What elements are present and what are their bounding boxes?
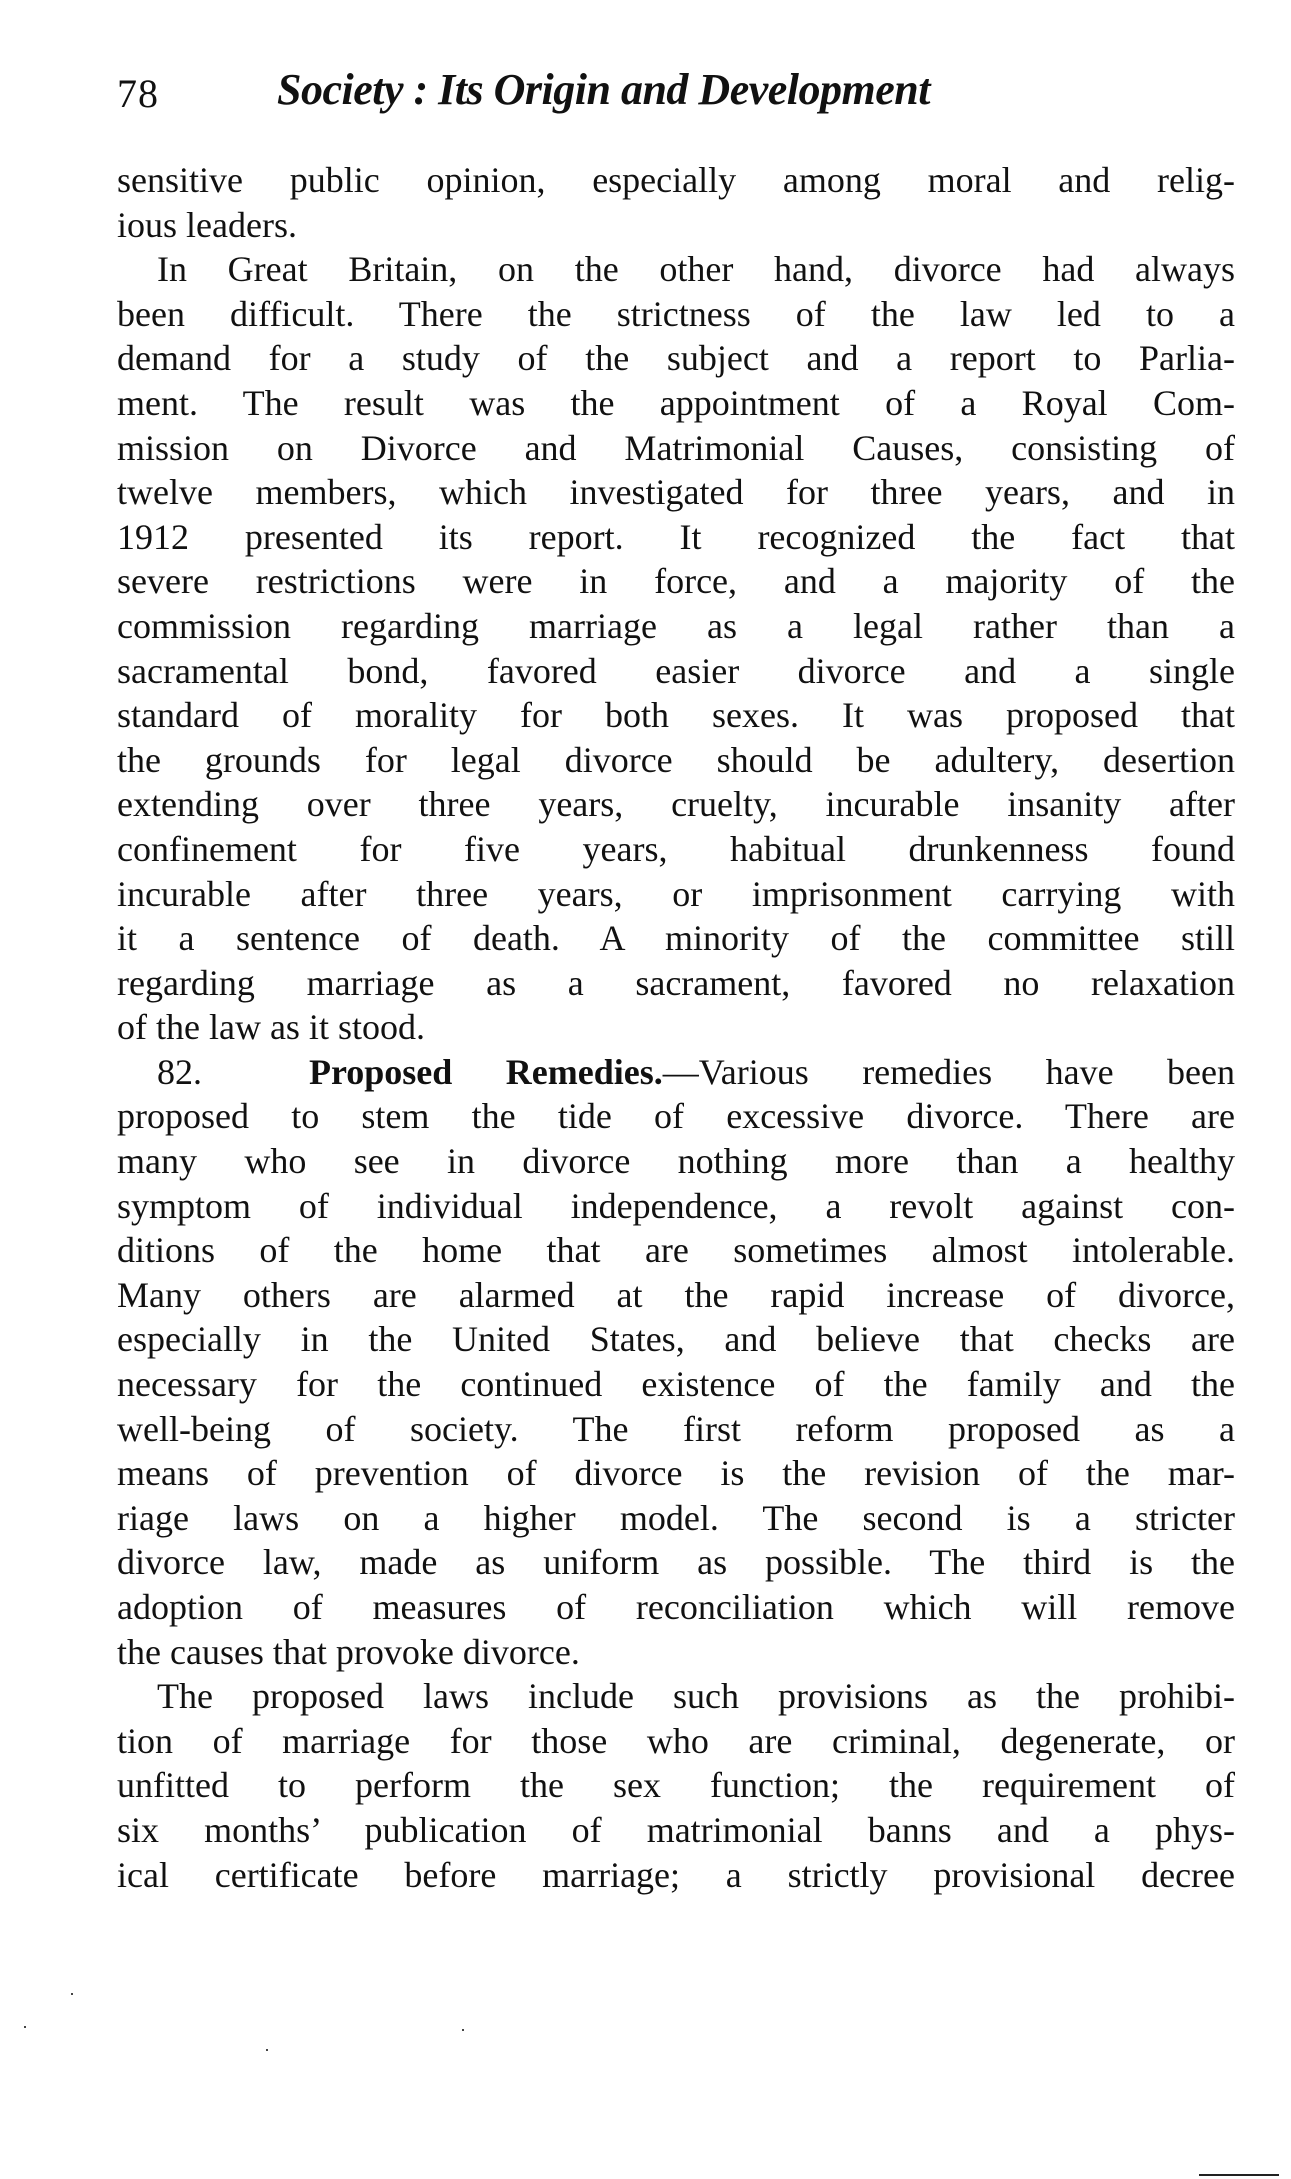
text-line: the causes that provoke divorce. [117, 1631, 580, 1672]
book-title: Society : Its Origin and Development [277, 65, 930, 114]
text-line: many who see in divorce nothing more than a healthy [117, 1141, 1235, 1182]
paragraph-proposed-laws [117, 1674, 1235, 1897]
text-line: sensitive public opinion, especially among moral and relig- [117, 160, 1235, 200]
running-head [117, 62, 1117, 122]
text-line: symptom of individual independence, a revolt against con- [117, 1185, 1235, 1226]
text-line: adoption of measures of reconciliation which will remove [117, 1587, 1235, 1627]
text-line: necessary for the continued existence of the family and the [117, 1364, 1235, 1405]
paragraph-great-britain [117, 247, 1235, 1050]
section-number: 82. [157, 1051, 202, 1092]
scan-edge-rule [1199, 2174, 1279, 2176]
text-line: tion of marriage for those who are criminal, degenerate, or [117, 1720, 1235, 1761]
text-line: severe restrictions were in force, and a majority of the [117, 561, 1235, 602]
text-line: it a sentence of death. A minority of the committee still [117, 918, 1235, 959]
text-line: unfitted to perform the sex function; the requirement of [117, 1765, 1235, 1806]
section-82-proposed-remedies [117, 1050, 1235, 1674]
paragraph-continuation [117, 158, 1235, 247]
text-line: Many others are alarmed at the rapid increase of divorce, [117, 1274, 1235, 1315]
section-heading: Proposed Remedies. [308, 1051, 663, 1092]
text-line: six months’ publication of matrimonial banns and a phys- [117, 1809, 1235, 1850]
text-line: 1912 presented its report. It recognized the fact that [117, 516, 1235, 557]
text-line: sacramental bond, favored easier divorce and a single [117, 650, 1235, 691]
text-line: incurable after three years, or imprisonment carrying with [117, 873, 1235, 914]
scan-speck [24, 2026, 26, 2028]
text-line: The proposed laws include such provisions as the prohibi- [157, 1676, 1235, 1717]
section-heading-line [117, 1050, 1235, 1095]
text-line: In Great Britain, on the other hand, divorce had always [157, 249, 1235, 290]
text-line: extending over three years, cruelty, incurable insanity after [117, 784, 1235, 825]
text-line: standard of morality for both sexes. It was proposed that [117, 695, 1235, 736]
text-line: commission regarding marriage as a legal rather than a [117, 605, 1235, 646]
text-line: twelve members, which investigated for three years, and in [117, 472, 1235, 513]
text-line: ious leaders. [117, 204, 297, 245]
text-line: proposed to stem the tide of excessive divorce. There are [117, 1096, 1235, 1137]
body-text [117, 158, 1235, 1897]
text-line: especially in the United States, and believe that checks are [117, 1319, 1235, 1360]
text-line: confinement for five years, habitual drunkenness found [117, 828, 1235, 869]
text-line: well-being of society. The first reform proposed as a [117, 1408, 1235, 1449]
text-line: divorce law, made as uniform as possible. The third is the [117, 1542, 1235, 1583]
text-line: demand for a study of the subject and a report to Parlia- [117, 338, 1235, 379]
text-line-rest: —Various remedies have been [662, 1051, 1235, 1092]
scan-speck [266, 2049, 268, 2051]
text-line: ditions of the home that are sometimes almost intolerable. [117, 1230, 1235, 1271]
text-line: been difficult. There the strictness of the law led to a [117, 293, 1235, 334]
text-line: regarding marriage as a sacrament, favored no relaxation [117, 962, 1235, 1003]
page-number: 78 [117, 71, 159, 116]
text-line: ment. The result was the appointment of a Royal Com- [117, 382, 1235, 423]
text-line: ical certificate before marriage; a strictly provisional decree [117, 1854, 1235, 1895]
scan-speck [71, 1993, 73, 1995]
text-line: mission on Divorce and Matrimonial Causes, consisting of [117, 427, 1235, 468]
text-line: means of prevention of divorce is the revision of the mar- [117, 1453, 1235, 1494]
text-line: the grounds for legal divorce should be adultery, desertion [117, 739, 1235, 780]
text-line: of the law as it stood. [117, 1007, 425, 1048]
text-line: riage laws on a higher model. The second is a stricter [117, 1497, 1235, 1538]
scan-speck [462, 2029, 464, 2031]
